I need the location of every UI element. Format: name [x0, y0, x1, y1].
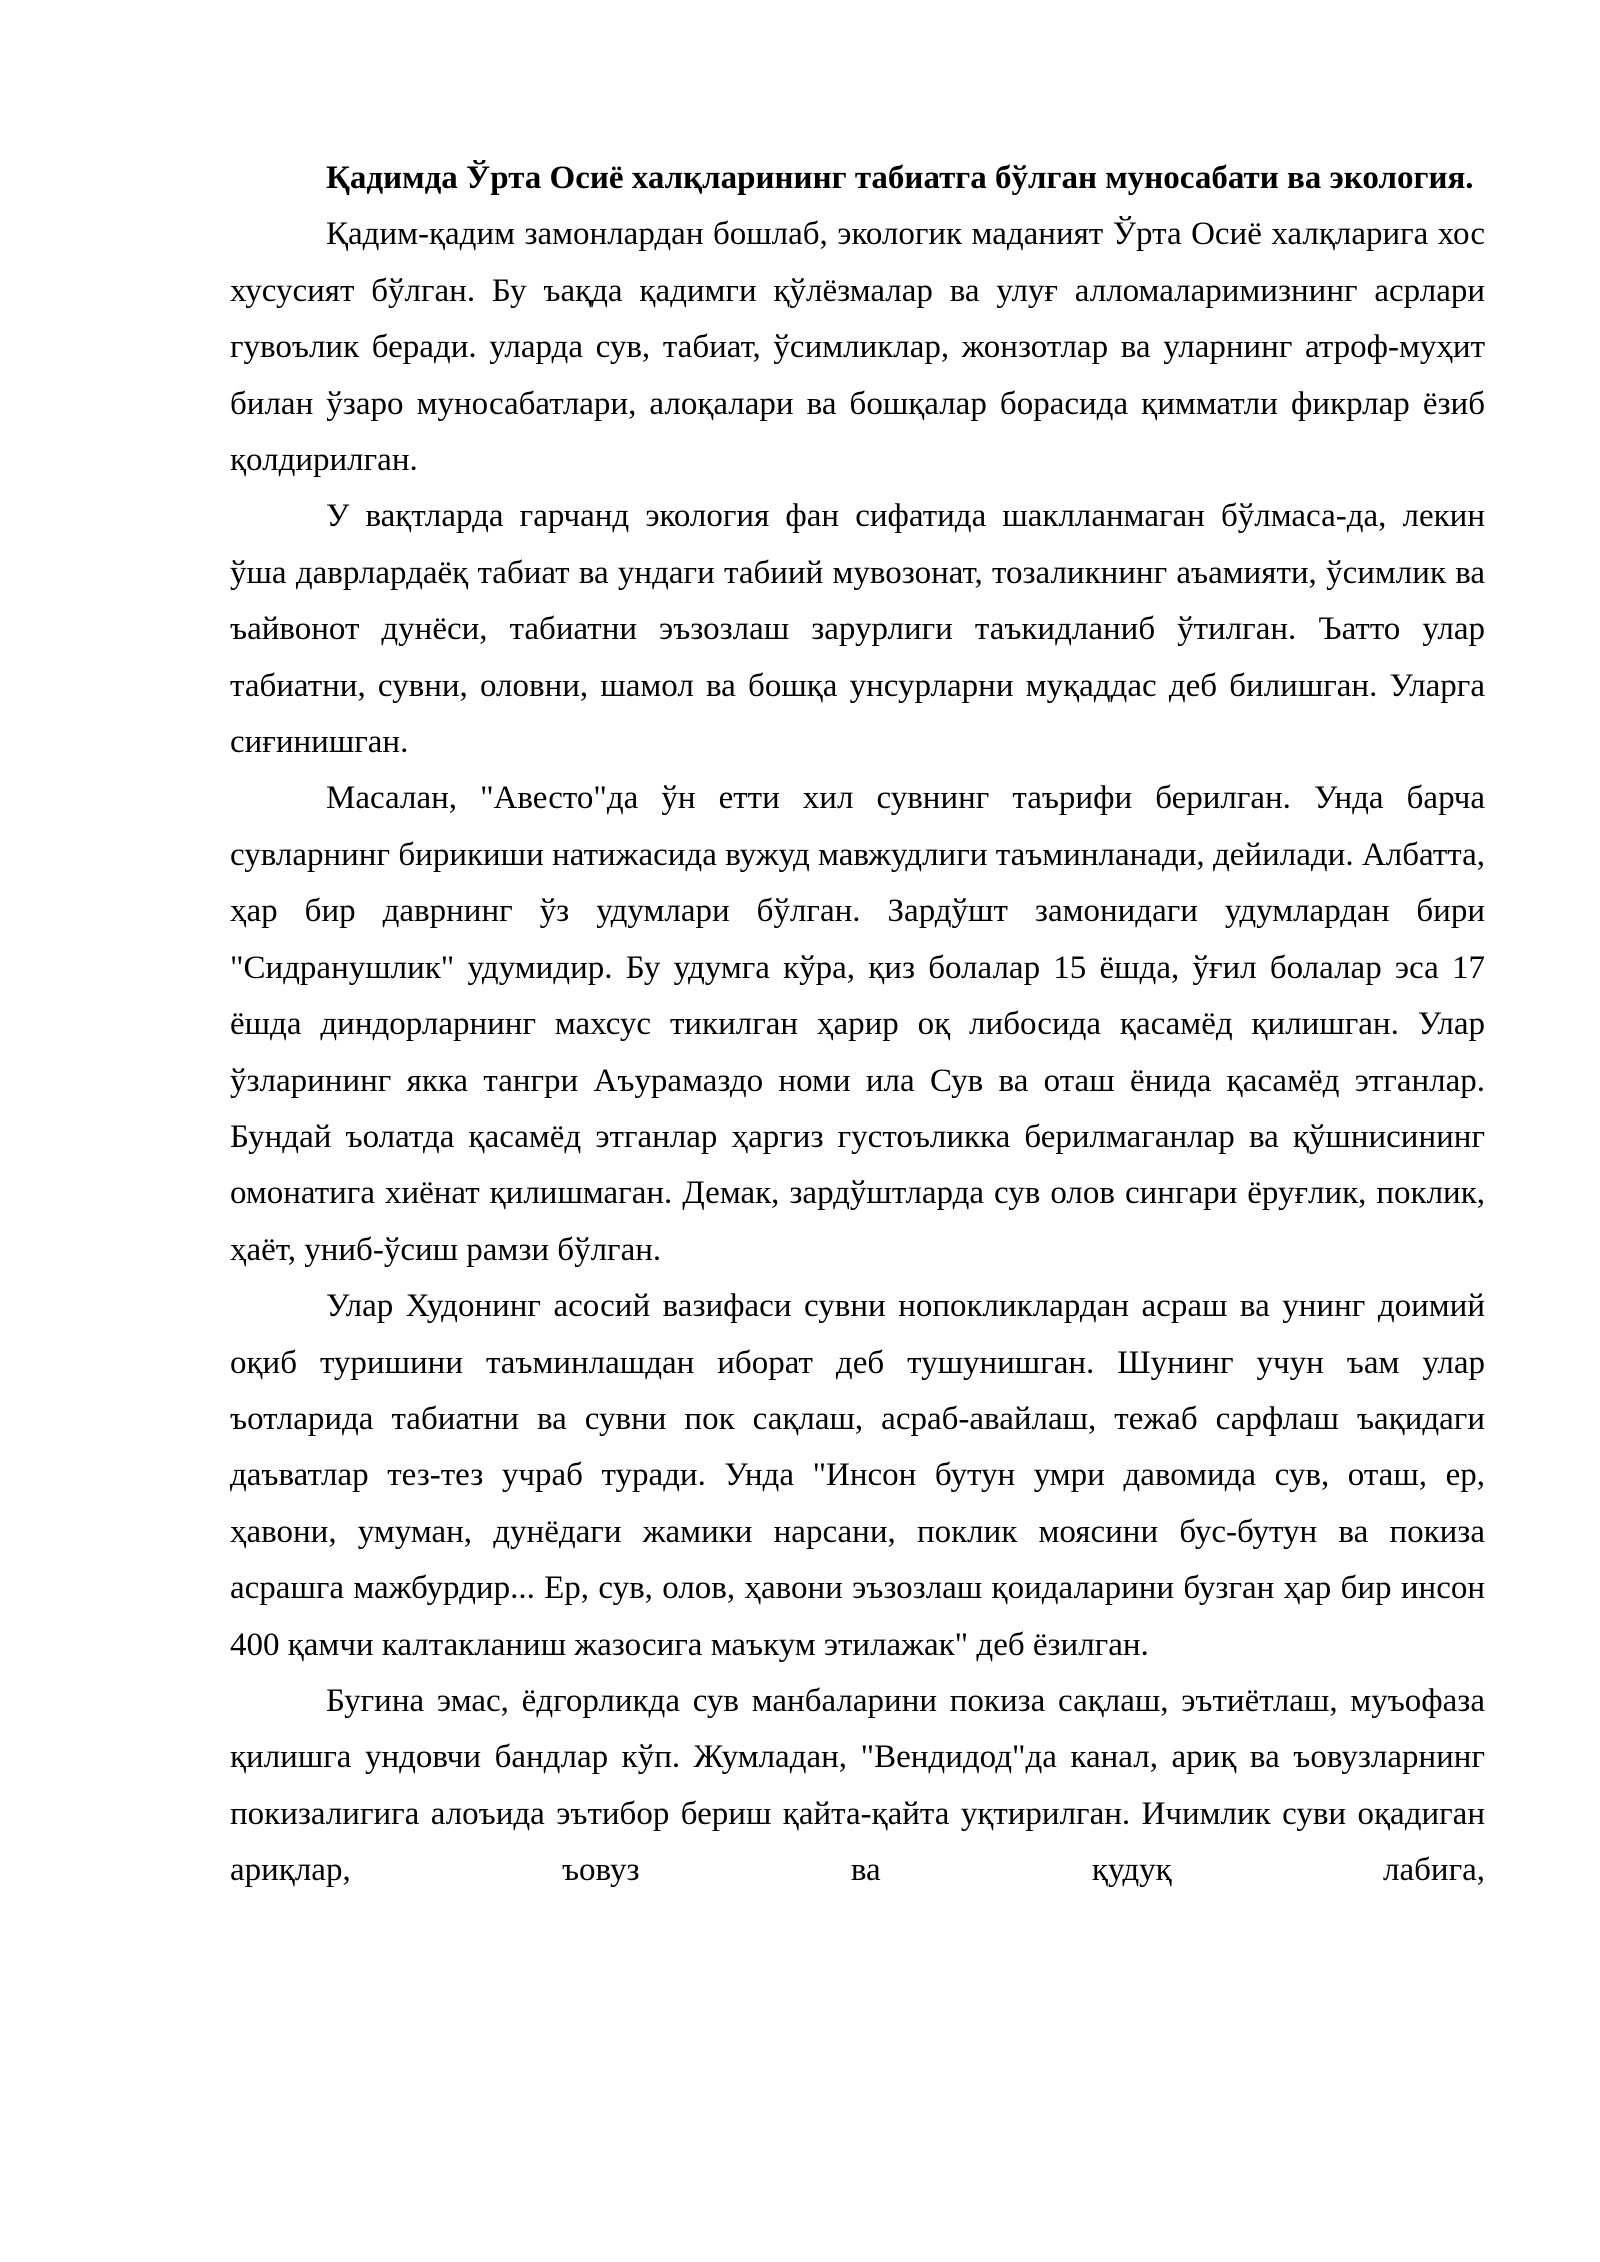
paragraph-2: У вақтларда гарчанд экология фан сифатида шаклланмаган бўлмаса-да, лекин ўша даврлардаёқ табиат ва ундаги табиий мувозонат, тозаликнинг аъамияти, ўсимлик ва ъайвонот дунёси, табиатни эъзозлаш зарурлиги таъкидланиб ўтилган. Ъатто улар табиатни, сувни, оловни, шамол ва бошқа унсурларни муқаддас деб билишган. Уларга сиғинишган.: [230, 498, 1485, 761]
document-title: Қадимда Ўрта Осиё халқларининг табиатга бўлган муносабати ва экология.: [326, 160, 1474, 196]
paragraph-1: Қадим-қадим замонлардан бошлаб, экологик маданият Ўрта Осиё халқларига хос хусусият бўлган. Бу ъақда қадимги қўлёзмалар ва улуғ алломаларимизнинг асрлари гувоълик беради. уларда сув, табиат, ўсимликлар, жонзотлар ва уларнинг атроф-муҳит билан ўзаро муносабатлари, алоқалари ва бошқалар борасида қимматли фикрлар ёзиб қолдирилган.: [230, 216, 1485, 479]
paragraph-5: Бугина эмас, ёдгорликда сув манбаларини покиза сақлаш, эътиётлаш, муъофаза қилишга ундовчи бандлар кўп. Жумладан, "Вендидод"да канал, ариқ ва ъовузларнинг покизалигига алоъида эътибор бериш қайта-қайта уқтирилган. Ичимлик суви оқадиган ариқлар, ъовуз ва қудуқ лабига,: [230, 1682, 1485, 1889]
document-body: [230, 150, 1485, 1899]
paragraph-3: Масалан, "Авесто"да ўн етти хил сувнинг таърифи берилган. Унда барча сувларнинг бирикиши натижасида вужуд мавжудлиги таъминланади, дейилади. Албатта, ҳар бир даврнинг ўз удумлари бўлган. Зардўшт замонидаги удумлардан бири "Сидранушлик" удумидир. Бу удумга кўра, қиз болалар 15 ёшда, ўғил болалар эса 17 ёшда диндорларнинг махсус тикилган ҳарир оқ либосида қасамёд қилишган. Улар ўзларининг якка тангри Аъурамаздо номи ила Сув ва оташ ёнида қасамёд этганлар. Бундай ъолатда қасамёд этганлар ҳаргиз густоъликка берилмаганлар ва қўшнисининг омонатига хиёнат қилишмаган. Демак, зардўштларда сув олов сингари ёруғлик, поклик, ҳаёт, униб-ўсиш рамзи бўлган.: [230, 780, 1485, 1268]
paragraph-4: Улар Худонинг асосий вазифаси сувни нопокликлардан асраш ва унинг доимий оқиб туришини таъминлашдан иборат деб тушунишган. Шунинг учун ъам улар ъотларида табиатни ва сувни пок сақлаш, асраб-авайлаш, тежаб сарфлаш ъақидаги даъватлар тез-тез учраб туради. Унда "Инсон бутун умри давомида сув, оташ, ер, ҳавони, умуман, дунёдаги жамики нарсани, поклик моясини бус-бутун ва покиза асрашга мажбурдир... Ер, сув, олов, ҳавони эъзозлаш қоидаларини бузган ҳар бир инсон 400 қамчи калтакланиш жазосига маъкум этилажак" деб ёзилган.: [230, 1288, 1485, 1663]
